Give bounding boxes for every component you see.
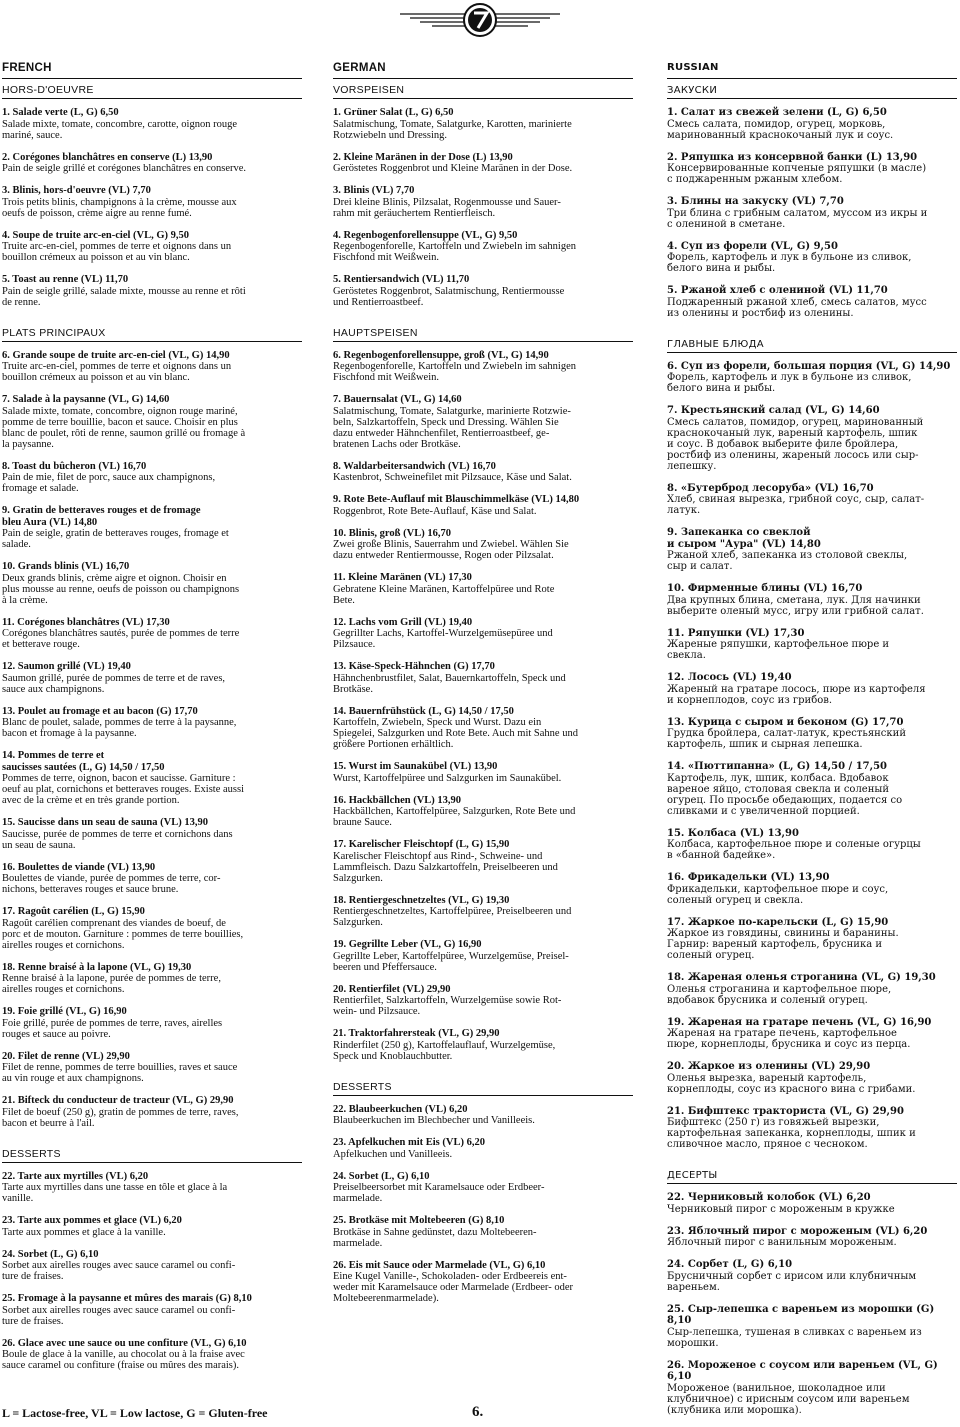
menu-item-description: Blaubeerkuchen im Blechbecher und Vanilleeis. — [333, 1115, 535, 1126]
menu-item-description: Pain de seigle, gratin de betteraves rouges, fromage et salade. — [2, 528, 229, 550]
menu-item-title: 22. Blaubeerkuchen (VL) 6,20 — [333, 1103, 468, 1115]
menu-item-title: 5. Ржаной хлеб с олениной (VL) 11,70 — [667, 285, 888, 296]
menu-item-title: 11. Ряпушки (VL) 17,30 — [667, 627, 805, 639]
column-french — [2, 60, 302, 1382]
menu-item-title: 16. Boulettes de viande (VL) 13,90 — [2, 861, 156, 873]
menu-item-description: Pommes de terre, oignon, bacon et saucisse. Garniture : oeuf au plat, cornichons et betteraves rouges. Existe aussi avec de la crème et en très grande portion. — [2, 773, 245, 806]
menu-item — [667, 285, 957, 319]
menu-item — [333, 394, 633, 450]
menu-item-description: Pain de seigle grillé, salade mixte, mousse au renne et rôti de renne. — [2, 285, 246, 308]
menu-item-title: 14. «Пюттипанна» (L, G) 14,50 / 17,50 — [667, 761, 888, 772]
section-heading: ЗАКУСКИ — [667, 84, 957, 99]
language-heading: GERMAN — [333, 60, 633, 79]
menu-item-title: 24. Sorbet (L, G) 6,10 — [2, 1248, 99, 1260]
menu-item-description: Мороженое (ванильное, шоколадное или клубничное) с ирисным соусом или вареньем (клубника или морошка). — [667, 1382, 910, 1416]
menu-item-description: Kartoffeln, Zwiebeln, Speck und Wurst. Dazu ein Spiegelei, Salzgurken und Rote Bete. Auch mit Sahne und größere Portionen erhältlich. — [333, 717, 578, 750]
section-heading: DESSERTS — [333, 1081, 633, 1096]
menu-item-description: Жареные ряпушки, картофельное пюре и свекла. — [667, 639, 890, 661]
menu-item-title: 13. Poulet au fromage et au bacon (G) 17,70 — [2, 705, 198, 717]
menu-item-description: Gebratene Kleine Maränen, Kartoffelpüree und Rote Bete. — [333, 583, 555, 606]
menu-item — [2, 1215, 302, 1238]
menu-item — [2, 185, 302, 219]
menu-item-description: Regenbogenforelle, Kartoffeln und Zwiebeln im sahnigen Fischfond mit Weißwein. — [333, 361, 576, 383]
menu-item-title: 26. Мороженое с соусом или вареньем (VL, G) 6,10 — [667, 1359, 938, 1382]
menu-item — [2, 1051, 302, 1085]
column-russian — [667, 60, 957, 1427]
menu-item-description: Ржаной хлеб, запеканка из столовой свеклы, сыр и салат. — [667, 550, 908, 572]
menu-item-title: 5. Rentiersandwich (VL) 11,70 — [333, 274, 470, 285]
section-heading: VORSPEISEN — [333, 84, 633, 99]
menu-item-description: Eine Kugel Vanille-, Schokoladen- oder Erdbeereis ent- weder mit Karamelsauce oder Marmelade (Erdbeer- oder Moltebeerenmarmelade). — [333, 1271, 573, 1304]
menu-item-title: 9. Gratin de betteraves rouges et de fromage bleu Aura (VL) 14,80 — [2, 505, 201, 528]
menu-item — [333, 839, 633, 884]
menu-item — [667, 872, 957, 906]
menu-item — [667, 107, 957, 141]
menu-item-title: 20. Rentierfilet (VL) 29,90 — [333, 983, 451, 995]
menu-item — [2, 817, 302, 851]
menu-item-description: Хлеб, свиная вырезка, грибной соус, сыр, салат- латук. — [667, 494, 925, 516]
menu-item-title: 1. Salade verte (L, G) 6,50 — [2, 107, 119, 118]
menu-item-title: 15. Wurst im Saunakübel (VL) 13,90 — [333, 761, 498, 772]
menu-item-description: Форель, картофель и лук в бульоне из сливок, белого вина и рыбы. — [667, 372, 912, 394]
menu-item-title: 24. Сорбет (L, G) 6,10 — [667, 1259, 793, 1270]
menu-item-title: 7. Крестьянский салад (VL, G) 14,60 — [667, 405, 880, 416]
menu-item-title: 20. Filet de renne (VL) 29,90 — [2, 1050, 130, 1062]
menu-item-title: 8. «Бутерброд лесоруба» (VL) 16,70 — [667, 482, 874, 494]
menu-item-description: Regenbogenforelle, Kartoffeln und Zwiebeln im sahnigen Fischfond mit Weißwein. — [333, 241, 576, 263]
menu-item — [667, 1106, 957, 1151]
menu-item-description: Три блина с грибным салатом, муссом из икры и с олениной в сметане. — [667, 207, 928, 230]
menu-item-description: Tarte aux pommes et glace à la vanille. — [2, 1226, 166, 1238]
menu-item-title: 10. Grands blinis (VL) 16,70 — [2, 561, 130, 572]
menu-item-description: Форель, картофель и лук в бульоне из сливок, белого вина и рыбы. — [667, 252, 912, 274]
menu-item-description: Сыр-лепешка, тушеная в сливках с вареньем из морошки. — [667, 1326, 922, 1349]
menu-item — [333, 185, 633, 219]
menu-item-title: 17. Karelischer Fleischtopf (L, G) 15,90 — [333, 839, 510, 850]
menu-item-title: 26. Glace avec une sauce ou une confiture (VL, G) 6,10 — [2, 1337, 247, 1349]
menu-item-title: 13. Käse-Speck-Hähnchen (G) 17,70 — [333, 661, 495, 672]
menu-item-title: 4. Суп из форели (VL, G) 9,50 — [667, 240, 838, 252]
menu-item-title: 12. Лосось (VL) 19,40 — [667, 672, 792, 683]
menu-item — [2, 1338, 302, 1372]
menu-item-title: 19. Foie grillé (VL, G) 16,90 — [2, 1006, 127, 1017]
menu-item-description: Corégones blanchâtres sautés, purée de pommes de terre et betterave rouge. — [2, 628, 240, 650]
menu-item-description: Drei kleine Blinis, Pilzsalat, Rogenmousse und Sauer- rahm mit geräuchertem Rentierfleisch. — [333, 196, 561, 219]
menu-item-title: 7. Salade à la paysanne (VL, G) 14,60 — [2, 394, 170, 405]
menu-item-title: 2. Ряпушка из консервной банки (L) 13,90 — [667, 151, 918, 163]
menu-item-title: 15. Saucisse dans un seau de sauna (VL) 13,90 — [2, 817, 208, 828]
menu-item-title: 4. Regenbogenforellensuppe (VL, G) 9,50 — [333, 229, 518, 241]
menu-item — [333, 1104, 633, 1127]
menu-item-description: Жареный на гратаре лосось, пюре из картофеля и корнеплодов, соус из грибов. — [667, 683, 926, 706]
menu-item-title: 18. Renne braisé à la lapone (VL, G) 19,30 — [2, 961, 192, 973]
menu-item-title: 19. Gegrillte Leber (VL, G) 16,90 — [333, 939, 482, 950]
menu-item-description: Geröstetes Roggenbrot, Salatmischung, Rentiermousse und Rentierroastbeef. — [333, 285, 565, 308]
menu-item — [667, 1017, 957, 1051]
menu-item-description: Жареная на гратаре печень, картофельное пюре, корнеплоды, брусника и соус из перца. — [667, 1028, 911, 1050]
menu-item — [333, 1137, 633, 1160]
menu-item-title: 11. Corégones blanchâtres (VL) 17,30 — [2, 616, 170, 628]
menu-item — [667, 828, 957, 862]
menu-item-description: Saumon grillé, purée de pommes de terre et de raves, sauce aux champignons. — [2, 672, 226, 695]
menu-item — [2, 350, 302, 384]
menu-item — [667, 672, 957, 706]
menu-item — [667, 361, 957, 395]
menu-item — [2, 1293, 302, 1327]
menu-item — [333, 152, 633, 175]
menu-item — [2, 561, 302, 606]
menu-item-title: 11. Kleine Maränen (VL) 17,30 — [333, 572, 472, 583]
menu-item-title: 18. Rentiergeschnetzeltes (VL, G) 19,30 — [333, 894, 510, 906]
menu-item-title: 12. Saumon grillé (VL) 19,40 — [2, 661, 131, 672]
menu-item-description: Salatmischung, Tomate, Salatgurke, marinierte Rotzwie- beln, Salzkartoffeln, Speck und Dressing. Wählen Sie dazu entweder Hähnchenfilet, Rentierroastbeef, ge- bratenen Lachs oder Brotkäse. — [333, 405, 571, 450]
menu-item — [667, 761, 957, 817]
section-heading: ГЛАВНЫЕ БЛЮДА — [667, 338, 957, 353]
menu-item-description: Trois petits blinis, champignons à la crème, mousse aux oeufs de poisson, crème aigre au renne fumé. — [2, 196, 237, 219]
menu-item — [333, 895, 633, 929]
menu-item — [667, 628, 957, 662]
menu-item-description: Salade mixte, tomate, concombre, carotte, oignon rouge mariné, sauce. — [2, 118, 238, 141]
menu-item-title: 22. Tarte aux myrtilles (VL) 6,20 — [2, 1170, 149, 1182]
menu-item-title: 8. Waldarbeitersandwich (VL) 16,70 — [333, 460, 496, 472]
menu-item — [333, 1028, 633, 1062]
menu-item-title: 16. Hackbällchen (VL) 13,90 — [333, 794, 462, 806]
menu-item-title: 1. Салат из свежей зелени (L, G) 6,50 — [667, 107, 887, 118]
menu-item-title: 23. Apfelkuchen mit Eis (VL) 6,20 — [333, 1137, 485, 1148]
page-number: 6. — [472, 1404, 484, 1420]
menu-item-description: Жаркое из говядины, свинины и баранины. Гарнир: вареный картофель, брусника и соленый огурец. — [667, 928, 899, 961]
menu-item-title: 6. Regenbogenforellensuppe, groß (VL, G) 14,90 — [333, 349, 549, 361]
menu-item-title: 18. Жареная оленья строганина (VL, G) 19,30 — [667, 972, 936, 983]
menu-item — [2, 1095, 302, 1129]
menu-item-description: Hackbällchen, Kartoffelpüree, Salzgurken, Rote Bete und braune Sauce. — [333, 806, 576, 828]
menu-item-description: Roggenbrot, Rote Bete-Auflauf, Käse und Salat. — [333, 505, 537, 517]
menu-item-description: Geröstetes Roggenbrot und Kleine Maränen in der Dose. — [333, 163, 573, 174]
menu-item — [2, 750, 302, 806]
menu-item-title: 17. Ragoût carélien (L, G) 15,90 — [2, 906, 145, 917]
menu-item — [667, 717, 957, 751]
menu-item-description: Поджаренный ржаной хлеб, смесь салатов, мусс из оленины и ростбиф из оленины. — [667, 296, 927, 319]
menu-item-title: 17. Жаркое по-карельски (L, G) 15,90 — [667, 916, 889, 928]
menu-item — [2, 152, 302, 175]
menu-item — [2, 461, 302, 495]
menu-item-description: Pain de mie, filet de porc, sauce aux champignons, fromage et salade. — [2, 472, 216, 494]
section-heading: HORS-D'OEUVRE — [2, 84, 302, 99]
menu-item-title: 6. Суп из форели, большая порция (VL, G) 14,90 — [667, 360, 951, 372]
menu-item-description: Preiselbeersorbet mit Karamelsauce oder Erdbeer- marmelade. — [333, 1182, 545, 1204]
menu-item-description: Rentiergeschnetzeltes, Kartoffelpüree, Preiselbeeren und Salzgurken. — [333, 906, 572, 928]
menu-item — [667, 405, 957, 472]
language-heading: FRENCH — [2, 60, 302, 79]
menu-item — [333, 761, 633, 784]
menu-item-title: 2. Corégones blanchâtres en conserve (L) 13,90 — [2, 151, 213, 163]
menu-item — [2, 230, 302, 264]
menu-item-description: Hähnchenbrustfilet, Salat, Bauernkartoffeln, Speck und Brotkäse. — [333, 672, 566, 695]
menu-item-title: 22. Черниковый колобок (VL) 6,20 — [667, 1192, 871, 1203]
menu-item — [333, 795, 633, 829]
dietary-legend: L = Lactose-free, VL = Low lactose, G = Gluten-free — [2, 1406, 268, 1420]
section-heading: PLATS PRINCIPAUX — [2, 327, 302, 342]
language-heading: RUSSIAN — [667, 60, 957, 79]
menu-item-title: 12. Lachs vom Grill (VL) 19,40 — [333, 616, 473, 628]
winged-logo-icon — [0, 2, 960, 40]
menu-item — [333, 1171, 633, 1205]
menu-item-description: Wurst, Kartoffelpüree und Salzgurken im Saunakübel. — [333, 772, 562, 784]
menu-item-description: Salade mixte, tomate, concombre, oignon rouge mariné, pomme de terre bouillie, bacon et sauce. Choisir en plus blanc de poulet, rôti de renne, saumon grillé ou fromage à la paysanne. — [2, 405, 246, 450]
section-heading: ДЕСЕРТЫ — [667, 1169, 957, 1184]
menu-item-title: 23. Яблочный пирог с мороженым (VL) 6,20 — [667, 1225, 928, 1237]
menu-item — [667, 196, 957, 230]
menu-item-title: 7. Bauernsalat (VL, G) 14,60 — [333, 394, 462, 405]
menu-item — [2, 1006, 302, 1040]
menu-item — [667, 1226, 957, 1249]
menu-item — [333, 107, 633, 141]
menu-item-description: Brotkäse in Sahne gedünstet, dazu Moltebeeren- marmelade. — [333, 1226, 537, 1249]
menu-item-description: Бифштекс (250 г) из говяжьей вырезки, картофельная запеканка, корнеплоды, шпик и сливочное масло, пряное с чесноком. — [667, 1117, 916, 1150]
section-heading: DESSERTS — [2, 1148, 302, 1163]
menu-item-title: 10. Blinis, groß (VL) 16,70 — [333, 527, 451, 539]
menu-item-description: Gegrillte Leber, Kartoffelpüree, Wurzelgemüse, Preisel- beeren und Pfeffersauce. — [333, 950, 569, 973]
menu-item — [667, 1061, 957, 1095]
menu-item — [2, 107, 302, 141]
menu-item — [333, 461, 633, 484]
menu-item-description: Оленья строганина и картофельное пюре, вдобавок брусника и соленый огурец. — [667, 983, 892, 1006]
menu-item — [333, 706, 633, 751]
menu-item — [667, 1304, 957, 1349]
menu-item-title: 25. Сыр-лепешка с вареньем из морошки (G) 8,10 — [667, 1303, 935, 1326]
menu-item-description: Karelischer Fleischtopf aus Rind-, Schweine- und Lammfleisch. Dazu Salzkartoffeln, Preiselbeeren und Salzgurken. — [333, 850, 558, 884]
menu-item-title: 9. Запеканка со свеклой и сыром "Аура" (VL) 14,80 — [667, 527, 821, 550]
menu-item-title: 19. Жареная на гратаре печень (VL, G) 16,90 — [667, 1016, 932, 1028]
menu-item — [2, 906, 302, 951]
menu-item-description: Tarte aux myrtilles dans une tasse en tôle et glace à la vanille. — [2, 1182, 228, 1204]
menu-item-title: 1. Grüner Salat (L, G) 6,50 — [333, 107, 454, 118]
section-heading: HAUPTSPEISEN — [333, 327, 633, 342]
menu-item-description: Blanc de poulet, salade, pommes de terre à la paysanne, bacon et fromage à la paysanne. — [2, 717, 237, 739]
menu-item — [2, 1171, 302, 1205]
menu-item-title: 4. Soupe de truite arc-en-ciel (VL, G) 9,50 — [2, 229, 190, 241]
menu-item — [333, 572, 633, 606]
menu-item — [333, 350, 633, 384]
menu-item — [667, 241, 957, 275]
menu-item — [667, 483, 957, 517]
menu-item-description: Deux grands blinis, crème aigre et oignon. Choisir en plus mousse au renne, oeufs de poisson ou champignons à la crème. — [2, 572, 240, 606]
menu-item-title: 3. Блины на закуску (VL) 7,70 — [667, 196, 844, 207]
menu-item — [2, 862, 302, 896]
menu-item — [333, 617, 633, 651]
menu-item-description: Колбаса, картофельное пюре и соленые огурцы в «банной бадейке». — [667, 839, 921, 861]
menu-item-description: Kastenbrot, Schweinefilet mit Pilzsauce, Käse und Salat. — [333, 472, 572, 483]
menu-item — [2, 661, 302, 695]
menu-item-title: 10. Фирменные блины (VL) 16,70 — [667, 583, 863, 594]
menu-item-title: 3. Blinis (VL) 7,70 — [333, 185, 415, 196]
menu-item — [2, 274, 302, 308]
menu-item — [667, 152, 957, 186]
menu-item-description: Truite arc-en-ciel, pommes de terre et oignons dans un bouillon crémeux au poisson et au vin blanc. — [2, 241, 232, 263]
menu-item — [333, 1260, 633, 1305]
menu-item-description: Смесь салатов, помидор, огурец, маринованный краснокочаный лук, вареный картофель, шпик и соус. В добавок выберите филе бройлера, ростбиф из оленины, жареный лосось или сыр- лепешку. — [667, 416, 924, 472]
menu-item-description: Фрикадельки, картофельное пюре и соус, соленый огурец и свекла. — [667, 883, 889, 906]
menu-item-description: Яблочный пирог с ванильным мороженым. — [667, 1237, 897, 1248]
menu-item-description: Sorbet aux airelles rouges avec sauce caramel ou confi- ture de fraises. — [2, 1260, 236, 1282]
menu-item-description: Zwei große Blinis, Sauerrahm und Zwiebel. Wählen Sie dazu entweder Rentiermousse, Rogen oder Pilzsalat. — [333, 539, 569, 561]
menu-item — [667, 1192, 957, 1215]
menu-item-title: 20. Жаркое из оленины (VL) 29,90 — [667, 1061, 871, 1072]
menu-item — [333, 1215, 633, 1249]
menu-item-title: 9. Rote Bete-Auflauf mit Blauschimmelkäse (VL) 14,80 — [333, 494, 580, 505]
menu-item-description: Boule de glace à la vanille, au chocolat ou à la fraise avec sauce caramel ou confiture (fraise ou mûres des marais). — [2, 1349, 245, 1371]
menu-item-description: Картофель, лук, шпик, колбаса. Вдобавок вареное яйцо, столовая свекла и соленый огурец. По просьбе обедающих, подается со сливками и с увеличенной порцией. — [667, 772, 903, 817]
menu-item-title: 26. Eis mit Sauce oder Marmelade (VL, G) 6,10 — [333, 1259, 546, 1271]
menu-item-description: Boulettes de viande, purée de pommes de terre, cor- nichons, betteraves rouges et sauce brune. — [2, 873, 221, 895]
menu-item-title: 8. Toast du bûcheron (VL) 16,70 — [2, 460, 147, 472]
menu-item — [333, 661, 633, 695]
menu-item-title: 13. Курица с сыром и беконом (G) 17,70 — [667, 716, 904, 728]
menu-item-title: 3. Blinis, hors-d'oeuvre (VL) 7,70 — [2, 185, 151, 196]
menu-item-description: Sorbet aux airelles rouges avec sauce caramel ou confi- ture de fraises. — [2, 1304, 236, 1327]
menu-item-description: Saucisse, purée de pommes de terre et cornichons dans un seau de sauna. — [2, 828, 233, 851]
menu-item-description: Ragoût carélien comprenant des viandes de boeuf, de porc et de mouton. Garniture : pommes de terre bouillies, airelles rouges et cornichons. — [2, 917, 244, 951]
menu-item — [333, 230, 633, 264]
menu-item — [667, 583, 957, 617]
menu-item-description: Смесь салата, помидор, огурец, морковь, маринованный краснокочаный лук и соус. — [667, 118, 894, 141]
menu-item-description: Черниковый пирог с мороженым в кружке — [667, 1203, 895, 1215]
menu-item — [2, 1249, 302, 1283]
menu-item — [2, 706, 302, 740]
menu-item-description: Брусничный сорбет с ирисом или клубничным вареньем. — [667, 1270, 917, 1293]
menu-item-title: 25. Brotkäse mit Moltebeeren (G) 8,10 — [333, 1215, 505, 1226]
menu-item — [333, 939, 633, 973]
menu-item-description: Rentierfilet, Salzkartoffeln, Wurzelgemüse sowie Rot- wein- und Pilzsauce. — [333, 995, 562, 1017]
menu-item-title: 2. Kleine Maränen in der Dose (L) 13,90 — [333, 151, 513, 163]
menu-item-description: Rinderfilet (250 g), Kartoffelauflauf, Wurzelgemüse, Speck und Knoblauchbutter. — [333, 1039, 556, 1062]
menu-item-title: 14. Pommes de terre et saucisses sautées (L, G) 14,50 / 17,50 — [2, 750, 165, 773]
menu-item-description: Pain de seigle grillé et corégones blanchâtres en conserve. — [2, 163, 247, 174]
column-german — [333, 60, 633, 1315]
menu-item-description: Renne braisé à la lapone, purée de pommes de terre, airelles rouges et cornichons. — [2, 973, 221, 995]
menu-item-description: Gegrillter Lachs, Kartoffel-Wurzelgemüsepüree und Pilzsauce. — [333, 628, 553, 650]
menu-item — [667, 917, 957, 962]
menu-item-title: 5. Toast au renne (VL) 11,70 — [2, 274, 129, 285]
menu-item-title: 21. Traktorfahrersteak (VL, G) 29,90 — [333, 1028, 500, 1039]
menu-item-title: 23. Tarte aux pommes et glace (VL) 6,20 — [2, 1215, 182, 1226]
menu-item — [2, 617, 302, 651]
menu-item — [2, 394, 302, 450]
menu-item-description: Filet de boeuf (250 g), gratin de pommes de terre, raves, bacon et beurre à l'ail. — [2, 1106, 239, 1129]
menu-item — [667, 1259, 957, 1293]
menu-item-title: 24. Sorbet (L, G) 6,10 — [333, 1170, 430, 1182]
menu-item-description: Два крупных блина, сметана, лук. Для начинки выберите оленый мусс, игру или грибной салат. — [667, 594, 924, 617]
menu-item-title: 15. Колбаса (VL) 13,90 — [667, 827, 799, 839]
menu-item-description: Salatmischung, Tomate, Salatgurke, Karotten, marinierte Rotzwiebeln und Dressing. — [333, 118, 572, 141]
menu-item-description: Оленья вырезка, вареный картофель, корнеплоды, соус из красного вина с грибами. — [667, 1072, 916, 1095]
menu-item-description: Truite arc-en-ciel, pommes de terre et oignons dans un bouillon crémeux au poisson et au vin blanc. — [2, 361, 232, 383]
menu-item-title: 21. Бифштекс тракториста (VL, G) 29,90 — [667, 1105, 904, 1117]
menu-item-title: 21. Bifteck du conducteur de tracteur (VL, G) 29,90 — [2, 1095, 234, 1106]
menu-item-title: 16. Фрикадельки (VL) 13,90 — [667, 872, 830, 883]
menu-item — [667, 527, 957, 572]
menu-item-title: 25. Fromage à la paysanne et mûres des marais (G) 8,10 — [2, 1293, 252, 1304]
menu-item-description: Foie grillé, purée de pommes de terre, raves, airelles rouges et sauce au poivre. — [2, 1017, 223, 1040]
menu-item — [333, 984, 633, 1018]
menu-item — [333, 494, 633, 517]
menu-item-description: Filet de renne, pommes de terre bouillies, raves et sauce au vin rouge et aux champignons. — [2, 1062, 238, 1084]
menu-item-title: 14. Bauernfrühstück (L, G) 14,50 / 17,50 — [333, 705, 514, 717]
menu-item-description: Apfelkuchen und Vanilleeis. — [333, 1148, 453, 1160]
menu-item-description: Консервированные копченые ряпушки (в масле) с поджаренным ржаным хлебом. — [667, 163, 927, 185]
menu-item-title: 6. Grande soupe de truite arc-en-ciel (VL, G) 14,90 — [2, 349, 230, 361]
menu-item — [667, 1360, 957, 1416]
menu-item-description: Грудка бройлера, салат-латук, крестьянский картофель, шпик и сырная лепешка. — [667, 728, 906, 750]
menu-item — [333, 528, 633, 562]
menu-item — [2, 962, 302, 996]
menu-item — [2, 505, 302, 550]
menu-item — [667, 972, 957, 1006]
menu-item — [333, 274, 633, 308]
